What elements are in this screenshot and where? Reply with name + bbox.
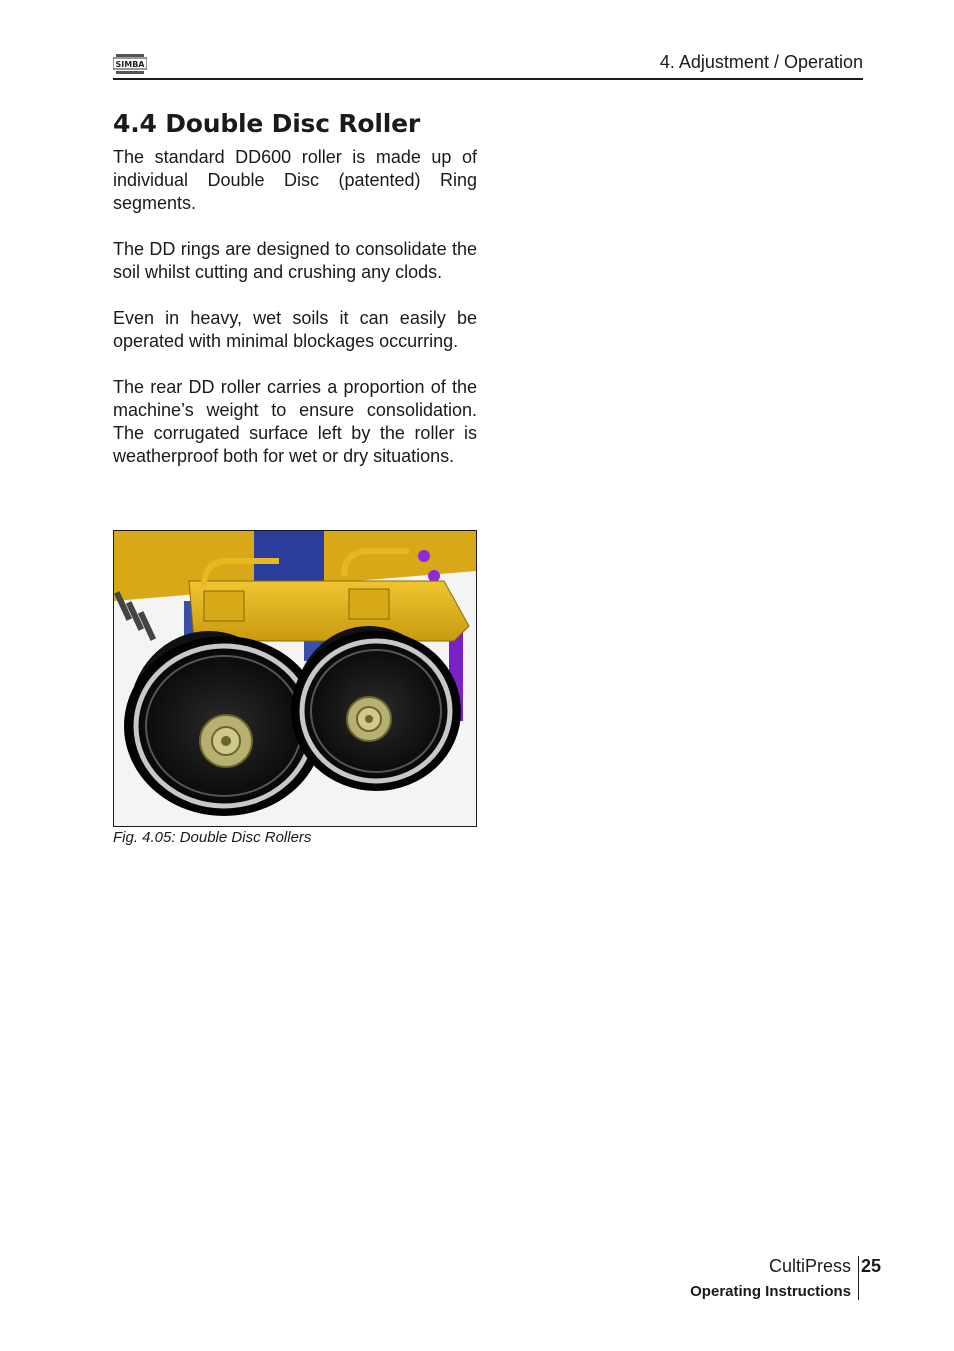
- document-type: Operating Instructions: [690, 1283, 851, 1300]
- footer-divider: [858, 1256, 859, 1300]
- page-heading: 4.4 Double Disc Roller: [113, 109, 421, 138]
- figure-double-disc-rollers: [113, 530, 477, 827]
- roller-illustration: [114, 531, 476, 826]
- page-number: 25: [860, 1256, 881, 1276]
- figure-caption: Fig. 4.05: Double Disc Rollers: [113, 829, 312, 846]
- paragraph-2: The DD rings are designed to consolidate the soil whilst cutting and crushing any clods.: [113, 239, 477, 282]
- logo-text: SIMBA: [115, 60, 145, 69]
- paragraph-3: Even in heavy, wet soils it can easily be operated with minimal blockages occurring.: [113, 308, 477, 351]
- product-name: CultiPress: [768, 1256, 851, 1276]
- section-title: 4. Adjustment / Operation: [659, 52, 863, 72]
- page-header: [113, 50, 863, 80]
- body-text: [113, 146, 477, 491]
- simba-logo: [113, 53, 147, 75]
- paragraph-1: The standard DD600 roller is made up of individual Double Disc (patented) Ring segments.: [113, 147, 477, 213]
- paragraph-4: The rear DD roller carries a proportion of the machine’s weight to ensure consolidation. The corrugated surface left by the roller is weatherproof both for wet or dry situations.: [113, 377, 477, 466]
